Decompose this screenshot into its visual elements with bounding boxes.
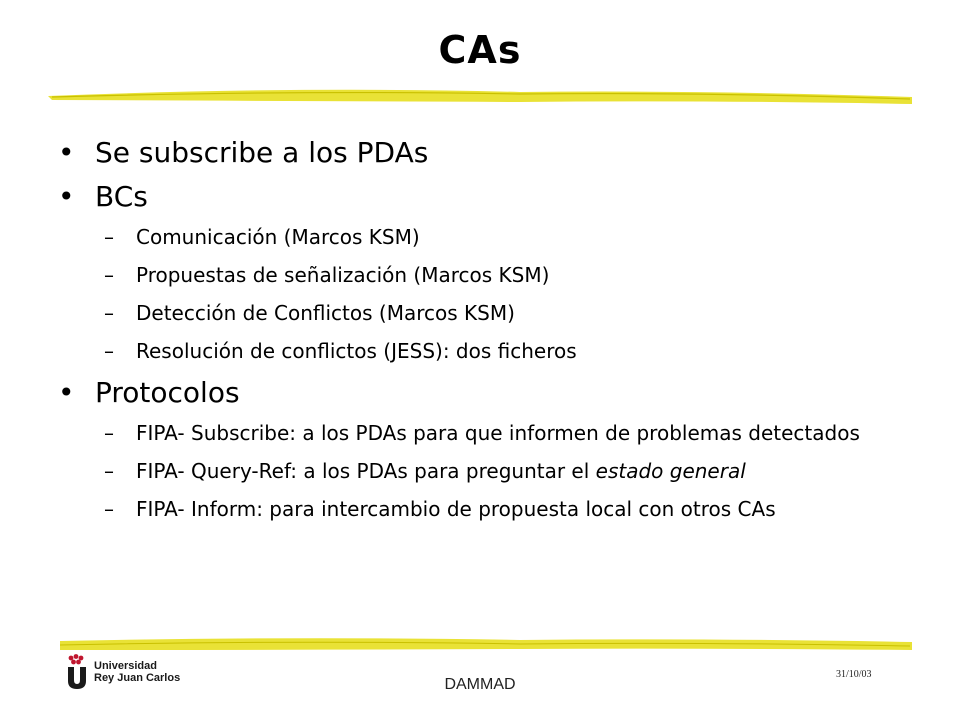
bullet-text: BCs bbox=[95, 180, 148, 213]
bullet-dot: • bbox=[58, 180, 75, 213]
sub-item-text: Detección de Conflictos (Marcos KSM) bbox=[136, 301, 515, 325]
sub-item bbox=[58, 300, 918, 326]
bullet-item bbox=[58, 376, 918, 410]
bullet-dot: • bbox=[58, 136, 75, 169]
sub-list bbox=[58, 224, 918, 364]
bullet-item bbox=[58, 180, 918, 214]
dash-marker: – bbox=[104, 421, 114, 445]
sub-item-text: FIPA- Inform: para intercambio de propuesta local con otros CAs bbox=[136, 497, 776, 521]
sub-item bbox=[58, 458, 918, 484]
dash-marker: – bbox=[104, 459, 114, 483]
university-name-line2: Rey Juan Carlos bbox=[94, 672, 181, 684]
slide-body bbox=[58, 136, 918, 534]
dash-marker: – bbox=[104, 301, 114, 325]
sub-item bbox=[58, 496, 918, 522]
dash-marker: – bbox=[104, 225, 114, 249]
footer-date: 31/10/03 bbox=[836, 669, 872, 680]
slide-title: CAs bbox=[438, 28, 522, 72]
footer-title: DAMMAD bbox=[444, 676, 516, 693]
emphasis-text: estado general bbox=[595, 459, 746, 483]
sub-item-text: FIPA- Subscribe: a los PDAs para que informen de problemas detectados bbox=[136, 421, 860, 445]
sub-list bbox=[58, 420, 918, 522]
bullet-dot: • bbox=[58, 376, 75, 409]
bullet-text: Protocolos bbox=[95, 376, 240, 409]
dash-marker: – bbox=[104, 497, 114, 521]
sub-item bbox=[58, 420, 918, 446]
sub-item bbox=[58, 262, 918, 288]
sub-item bbox=[58, 224, 918, 250]
dash-marker: – bbox=[104, 263, 114, 287]
university-name-line1: Universidad bbox=[94, 660, 157, 672]
sub-item-text: FIPA- Query-Ref: a los PDAs para preguntar el bbox=[136, 459, 596, 483]
sub-item bbox=[58, 338, 918, 364]
dash-marker: – bbox=[104, 339, 114, 363]
sub-item-text: Resolución de conflictos (JESS): dos ficheros bbox=[136, 339, 577, 363]
bullet-item bbox=[58, 136, 918, 170]
sub-item-text: Comunicación (Marcos KSM) bbox=[136, 225, 420, 249]
bullet-text: Se subscribe a los PDAs bbox=[95, 136, 429, 169]
sub-item-text: Propuestas de señalización (Marcos KSM) bbox=[136, 263, 550, 287]
